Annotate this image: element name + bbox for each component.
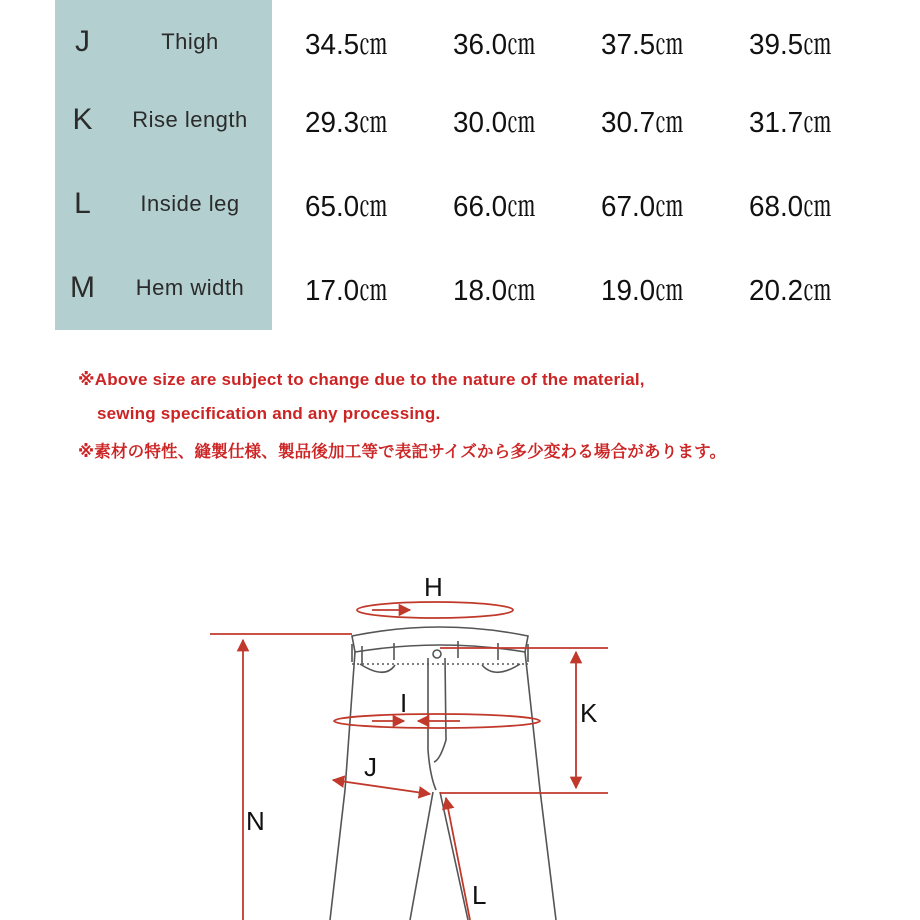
size-value: 30.7㎝ xyxy=(600,106,684,139)
size-value: 36.0㎝ xyxy=(452,28,536,61)
diagram-label-h: H xyxy=(424,572,443,602)
row-code: J xyxy=(75,25,90,58)
pants-measurement-diagram xyxy=(0,540,920,920)
measurement-lines xyxy=(210,602,608,920)
table-row xyxy=(0,246,920,330)
size-value: 18.0㎝ xyxy=(452,274,536,307)
note-english-line2: sewing specification and any processing. xyxy=(97,404,441,423)
size-value: 31.7㎝ xyxy=(748,106,832,139)
size-value: 68.0㎝ xyxy=(748,190,832,223)
note-japanese: ※素材の特性、縫製仕様、製品後加工等で表記サイズから多少変わる場合があります。 xyxy=(78,443,727,461)
table-row xyxy=(0,78,920,162)
size-value: 19.0㎝ xyxy=(600,274,684,307)
table-row xyxy=(0,0,920,84)
diagram-label-l: L xyxy=(472,880,487,910)
row-code: M xyxy=(70,271,95,304)
size-value: 66.0㎝ xyxy=(452,190,536,223)
size-value: 34.5㎝ xyxy=(304,28,388,61)
diagram-label-n: N xyxy=(246,806,265,836)
size-value: 39.5㎝ xyxy=(748,28,832,61)
row-label: Inside leg xyxy=(140,191,240,216)
size-value: 29.3㎝ xyxy=(304,106,388,139)
size-value: 37.5㎝ xyxy=(600,28,684,61)
diagram-label-k: K xyxy=(580,698,598,728)
row-label: Rise length xyxy=(132,107,248,132)
size-value: 67.0㎝ xyxy=(600,190,684,223)
size-value: 65.0㎝ xyxy=(304,190,388,223)
row-code: K xyxy=(72,103,93,136)
row-label: Hem width xyxy=(135,275,245,300)
row-label: Thigh xyxy=(161,29,219,54)
table-row xyxy=(0,162,920,246)
note-english-line1: ※Above size are subject to change due to the nature of the material, xyxy=(78,370,645,389)
size-value: 20.2㎝ xyxy=(748,274,832,307)
size-value: 30.0㎝ xyxy=(452,106,536,139)
diagram-label-i: I xyxy=(400,688,408,718)
size-value: 17.0㎝ xyxy=(304,274,388,307)
diagram-label-j: J xyxy=(364,752,377,782)
row-code: L xyxy=(74,187,91,220)
